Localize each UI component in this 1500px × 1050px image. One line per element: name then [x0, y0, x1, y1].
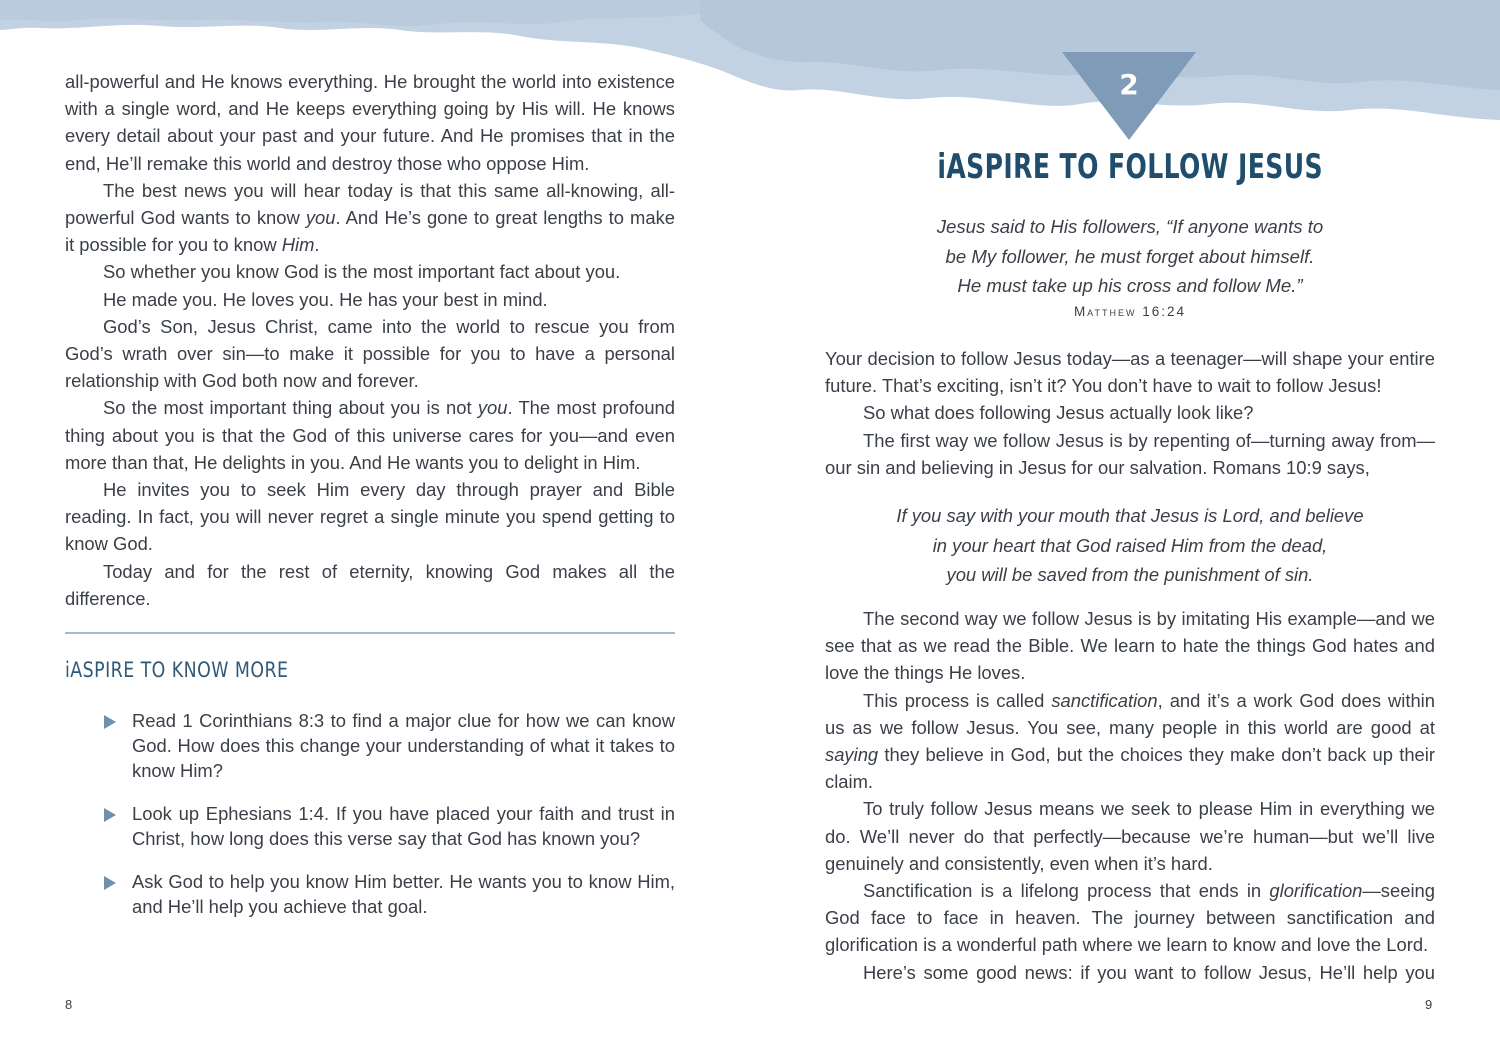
quote-line: you will be saved from the punishment of sin. — [946, 564, 1314, 585]
section-heading: iASPIRE TO KNOW MORE — [65, 658, 289, 682]
section-divider — [65, 632, 675, 634]
italic-text: Him — [281, 234, 315, 256]
chapter-number: 2 — [1119, 68, 1139, 101]
paragraph-text: . — [314, 234, 320, 256]
paragraph-text: Sanctification is a lifelong process that ends in — [863, 880, 1270, 902]
paragraph — [825, 877, 1435, 959]
paragraph — [65, 68, 675, 177]
paragraph-text: He made you. He loves you. He has your best in mind. — [103, 288, 548, 310]
list-item — [100, 801, 675, 851]
page-number-right: 9 — [1425, 997, 1433, 1012]
paragraph-text: all-powerful and He knows everything. He brought the world into existence with a single word, and He keeps everything going by His will. He knows every detail about your past and your future. And He promises that in the end, He’ll remake this world and destroy those who oppose Him. — [65, 71, 675, 174]
chapter-title — [825, 147, 1435, 187]
paragraph-text: This process is called — [863, 689, 1052, 711]
list-item-text: Read 1 Corinthians 8:3 to find a major clue for how we can know God. How does this change your understanding of what it takes to know Him? — [132, 710, 675, 781]
paragraph — [825, 605, 1435, 687]
paragraph-text: Today and for the rest of eternity, knowing God makes all the difference. — [65, 560, 675, 609]
paragraph — [65, 177, 675, 259]
scripture-quote — [825, 501, 1435, 590]
list-item-text: Ask God to help you know Him better. He wants you to know Him, and He’ll help you achieve that goal. — [132, 871, 675, 917]
page-number-left: 8 — [65, 997, 73, 1012]
paragraph — [65, 558, 675, 612]
paragraph — [825, 427, 1435, 481]
italic-text: sanctification — [1051, 689, 1158, 711]
paragraph — [825, 687, 1435, 796]
triangle-bullet-icon — [104, 715, 116, 729]
triangle-bullet-icon — [104, 876, 116, 890]
epigraph-verse — [825, 212, 1435, 301]
list-item-text: Look up Ephesians 1:4. If you have placed your faith and trust in Christ, how long does this verse say that God has known you? — [132, 803, 675, 849]
italic-text: glorification — [1269, 880, 1363, 902]
paragraph-text: He invites you to seek Him every day through prayer and Bible reading. In fact, you will never regret a single minute you spend getting to know God. — [65, 479, 675, 555]
italic-text: you — [305, 207, 336, 229]
verse-reference: Matthew 16:24 — [1073, 304, 1187, 319]
paragraph-text: So what does following Jesus actually look like? — [863, 402, 1254, 424]
list-item — [100, 869, 675, 919]
paragraph-text: The first way we follow Jesus is by repenting of—turning away from—our sin and believing in Jesus for our salvation. Romans 10:9 says, — [825, 429, 1435, 478]
quote-line: in your heart that God raised Him from the dead, — [932, 534, 1328, 556]
paragraph — [65, 476, 675, 558]
paragraph-text: . The most profound thing about you is that the God of this universe cares for you—and even more than that, He delights in you. And He wants you to delight in Him. — [65, 397, 675, 473]
paragraph — [65, 286, 675, 313]
paragraph-text: God’s Son, Jesus Christ, came into the world to rescue you from God’s wrath over sin—to make it possible for you to have a personal relationship with God both now and forever. — [65, 315, 675, 392]
paragraph — [825, 795, 1435, 877]
paragraph — [825, 399, 1435, 426]
right-page-body-main — [825, 605, 1435, 986]
paragraph-text: The best news you will hear today is that this same all-knowing, all-powerful God wants to know — [65, 179, 675, 229]
paragraph — [825, 959, 1435, 986]
verse-line: be My follower, he must forget about himself. — [945, 245, 1315, 267]
paragraph-text: Your decision to follow Jesus today—as a teenager—will shape your entire future. That’s exciting, isn’t it? You don’t have to wait to follow Jesus! — [825, 348, 1435, 397]
chapter-title-text: iASPIRE TO FOLLOW JESUS — [937, 147, 1323, 187]
italic-text: you — [477, 397, 508, 419]
triangle-bullet-icon — [104, 808, 116, 822]
verse-line: He must take up his cross and follow Me.” — [957, 275, 1303, 296]
left-page-body — [65, 68, 675, 612]
paragraph-text: —seeing God face to face in heaven. The journey between sanctification and glorification is a wonderful path where we learn to know and love the Lord. — [825, 880, 1435, 956]
paragraph-text: Here’s some good news: if you want to follow Jesus, He’ll help you — [863, 961, 1435, 983]
paragraph — [825, 345, 1435, 399]
verse-line: Jesus said to His followers, “If anyone wants to — [936, 216, 1324, 237]
paragraph-text: . And He’s gone to great lengths to make it possible for you to know — [65, 207, 675, 256]
paragraph-text: So whether you know God is the most important fact about you. — [103, 261, 621, 283]
italic-text: saying — [825, 744, 879, 766]
reflection-list — [100, 708, 675, 937]
paragraph — [65, 258, 675, 285]
paragraph — [65, 394, 675, 476]
paragraph-text: they believe in God, but the choices they make don’t back up their claim. — [825, 744, 1435, 793]
right-page-body-intro — [825, 345, 1435, 481]
paragraph-text: To truly follow Jesus means we seek to please Him in everything we do. We’ll never do that perfectly—because we’re human—but we’ll live genuinely and consistently, even when it’s hard. — [825, 798, 1435, 874]
paragraph-text: So the most important thing about you is not — [103, 397, 478, 419]
list-item — [100, 708, 675, 783]
paragraph — [65, 313, 675, 395]
paragraph-text: The second way we follow Jesus is by imitating His example—and we see that as we read the Bible. We learn to hate the things God hates and love the things He loves. — [825, 608, 1435, 684]
paragraph-text: , and it’s a work God does within us as we follow Jesus. You see, many people in this world are good at — [825, 689, 1435, 738]
quote-line: If you say with your mouth that Jesus is Lord, and believe — [896, 505, 1364, 526]
